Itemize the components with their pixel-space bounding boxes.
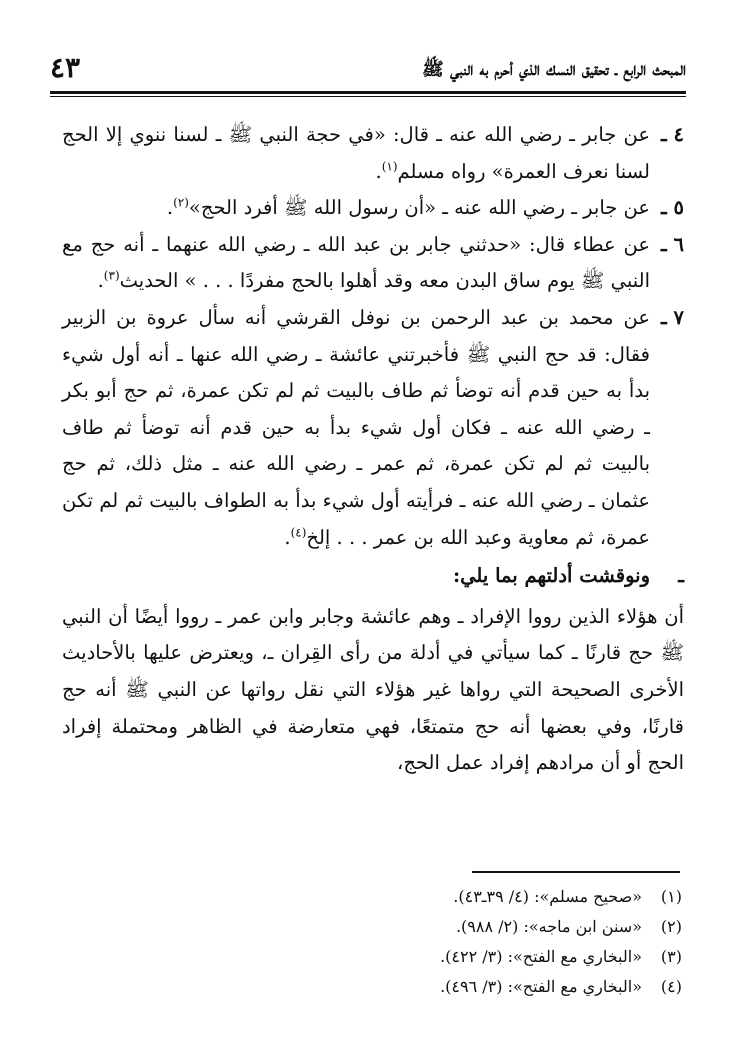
- footnote-ref: (٣): [103, 268, 120, 283]
- main-text: [62, 117, 684, 782]
- running-header: [50, 52, 686, 88]
- item-number: ٤ ـ: [661, 123, 684, 146]
- footnote-number: (٣): [660, 947, 682, 966]
- hadith-item: ٦ ـ عن عطاء قال: «حدثني جابر بن عبد الله ـ رضي الله عنهما ـ أنه حج مع النبي ﷺ يوم ساق البدن معه وقد أهلوا بالحج مفردًا . . . » الحديث$^{(٣)}$.: [62, 227, 684, 300]
- hadith-item: ٤ ـ عن جابر ـ رضي الله عنه ـ قال: «في حجة النبي ﷺ ـ لسنا ننوي إلا الحج لسنا نعرف العمرة» رواه مسلم$^{(١)}$.: [62, 117, 684, 190]
- footnote: [250, 972, 682, 1002]
- heading-marker: ـ: [678, 564, 684, 588]
- footnote-separator: [472, 871, 680, 873]
- footnote: [250, 912, 682, 942]
- item-number: ٦ ـ: [661, 232, 684, 256]
- item-text: عن محمد بن عبد الرحمن بن نوفل القرشي أنه سأل عروة بن الزبير فقال: قد حج النبي ﷺ فأخبرتني عائشة ـ رضي الله عنها ـ أنه أول شيء بدأ به حين قدم أنه توضأ ثم طاف بالبيت ثم لم تكن عمرة، ثم حج أبو بكر ـ رضي الله عنه ـ فكان أول شيء بدأ به حين قدم أنه توضأ ثم طاف بالبيت ثم لم تكن عمرة، ثم عمر ـ رضي الله عنه ـ مثل ذلك، ثم حج عثمان ـ رضي الله عنه ـ فرأيته أول شيء بدأ به الطواف بالبيت ثم لم تكن عمرة، ثم معاوية وعبد الله بن عمر . . . إلخ: [62, 305, 650, 549]
- item-text: عن جابر ـ رضي الله عنه ـ قال: «في حجة النبي ﷺ ـ لسنا ننوي إلا الحج لسنا نعرف العمرة» رواه مسلم: [62, 123, 650, 183]
- footnote-text: «البخاري مع الفتح»: (٣/ ٤٢٢).: [440, 947, 642, 966]
- footnote: [250, 942, 682, 972]
- footnote-text: «سنن ابن ماجه»: (٢/ ٩٨٨).: [455, 917, 642, 936]
- footnote-text: «صحيح مسلم»: (٤/ ٣٩ـ٤٣).: [453, 887, 642, 906]
- item-number: ٧ ـ: [661, 305, 684, 329]
- page-number: ٤٣: [50, 51, 81, 84]
- footnote-number: (١): [660, 887, 682, 906]
- footnote-ref: (٢): [173, 195, 189, 210]
- footnote-number: (٢): [660, 917, 682, 936]
- header-rule-thick: [50, 91, 686, 94]
- hadith-item: ٧ ـ عن محمد بن عبد الرحمن بن نوفل القرشي أنه سأل عروة بن الزبير فقال: قد حج النبي ﷺ فأخبرتني عائشة ـ رضي الله عنها ـ أنه أول شيء بدأ به حين قدم أنه توضأ ثم طاف بالبيت ثم لم تكن عمرة، ثم حج أبو بكر ـ رضي الله عنه ـ فكان أول شيء بدأ به حين قدم أنه توضأ ثم طاف بالبيت ثم لم تكن عمرة، ثم عمر ـ رضي الله عنه ـ مثل ذلك، ثم حج عثمان ـ رضي الله عنه ـ فرأيته أول شيء بدأ به الطواف بالبيت ثم لم تكن عمرة، ثم معاوية وعبد الله بن عمر . . . إلخ$^{(٤)}$.: [62, 300, 684, 556]
- header-rule-thin: [50, 96, 686, 97]
- item-text: عن جابر ـ رضي الله عنه ـ «أن رسول الله ﷺ أفرد الحج»: [188, 196, 650, 220]
- hadith-item: ٥ ـ عن جابر ـ رضي الله عنه ـ «أن رسول الله ﷺ أفرد الحج»$^{(٢)}$.: [62, 190, 684, 227]
- heading-text: ونوقشت أدلتهم بما يلي:: [452, 564, 650, 588]
- footnotes: [250, 882, 682, 1002]
- item-number: ٥ ـ: [661, 196, 684, 220]
- footnote-ref: (١): [381, 159, 398, 174]
- discussion-heading: [62, 558, 684, 595]
- discussion-paragraph: أن هؤلاء الذين رووا الإفراد ـ وهم عائشة وجابر وابن عمر ـ رووا أيضًا أن النبي ﷺ حج قارنًا ـ كما سيأتي في أدلة من رأى القِران ـ، ويعترض عليها بالأحاديث الأخرى الصحيحة التي رواها غير هؤلاء التي نقل رواتها عن النبي ﷺ أنه حج قارنًا، وفي بعضها أنه حج متمتعًا، فهي متعارضة في الظاهر ومحتملة إفراد الحج أو أن مرادهم إفراد عمل الحج،: [62, 604, 684, 775]
- footnote-number: (٤): [660, 977, 682, 996]
- footnote-text: «البخاري مع الفتح»: (٣/ ٤٩٦).: [440, 977, 642, 996]
- footnote: [250, 882, 682, 912]
- item-text: عن عطاء قال: «حدثني جابر بن عبد الله ـ رضي الله عنهما ـ أنه حج مع النبي ﷺ يوم ساق البدن معه وقد أهلوا بالحج مفردًا . . . » الحديث: [62, 232, 650, 293]
- footnote-ref: (٤): [290, 525, 307, 540]
- chapter-title: المبحث الرابع ـ تحقيق النسك الذي أحرم به النبي ﷺ: [422, 59, 686, 80]
